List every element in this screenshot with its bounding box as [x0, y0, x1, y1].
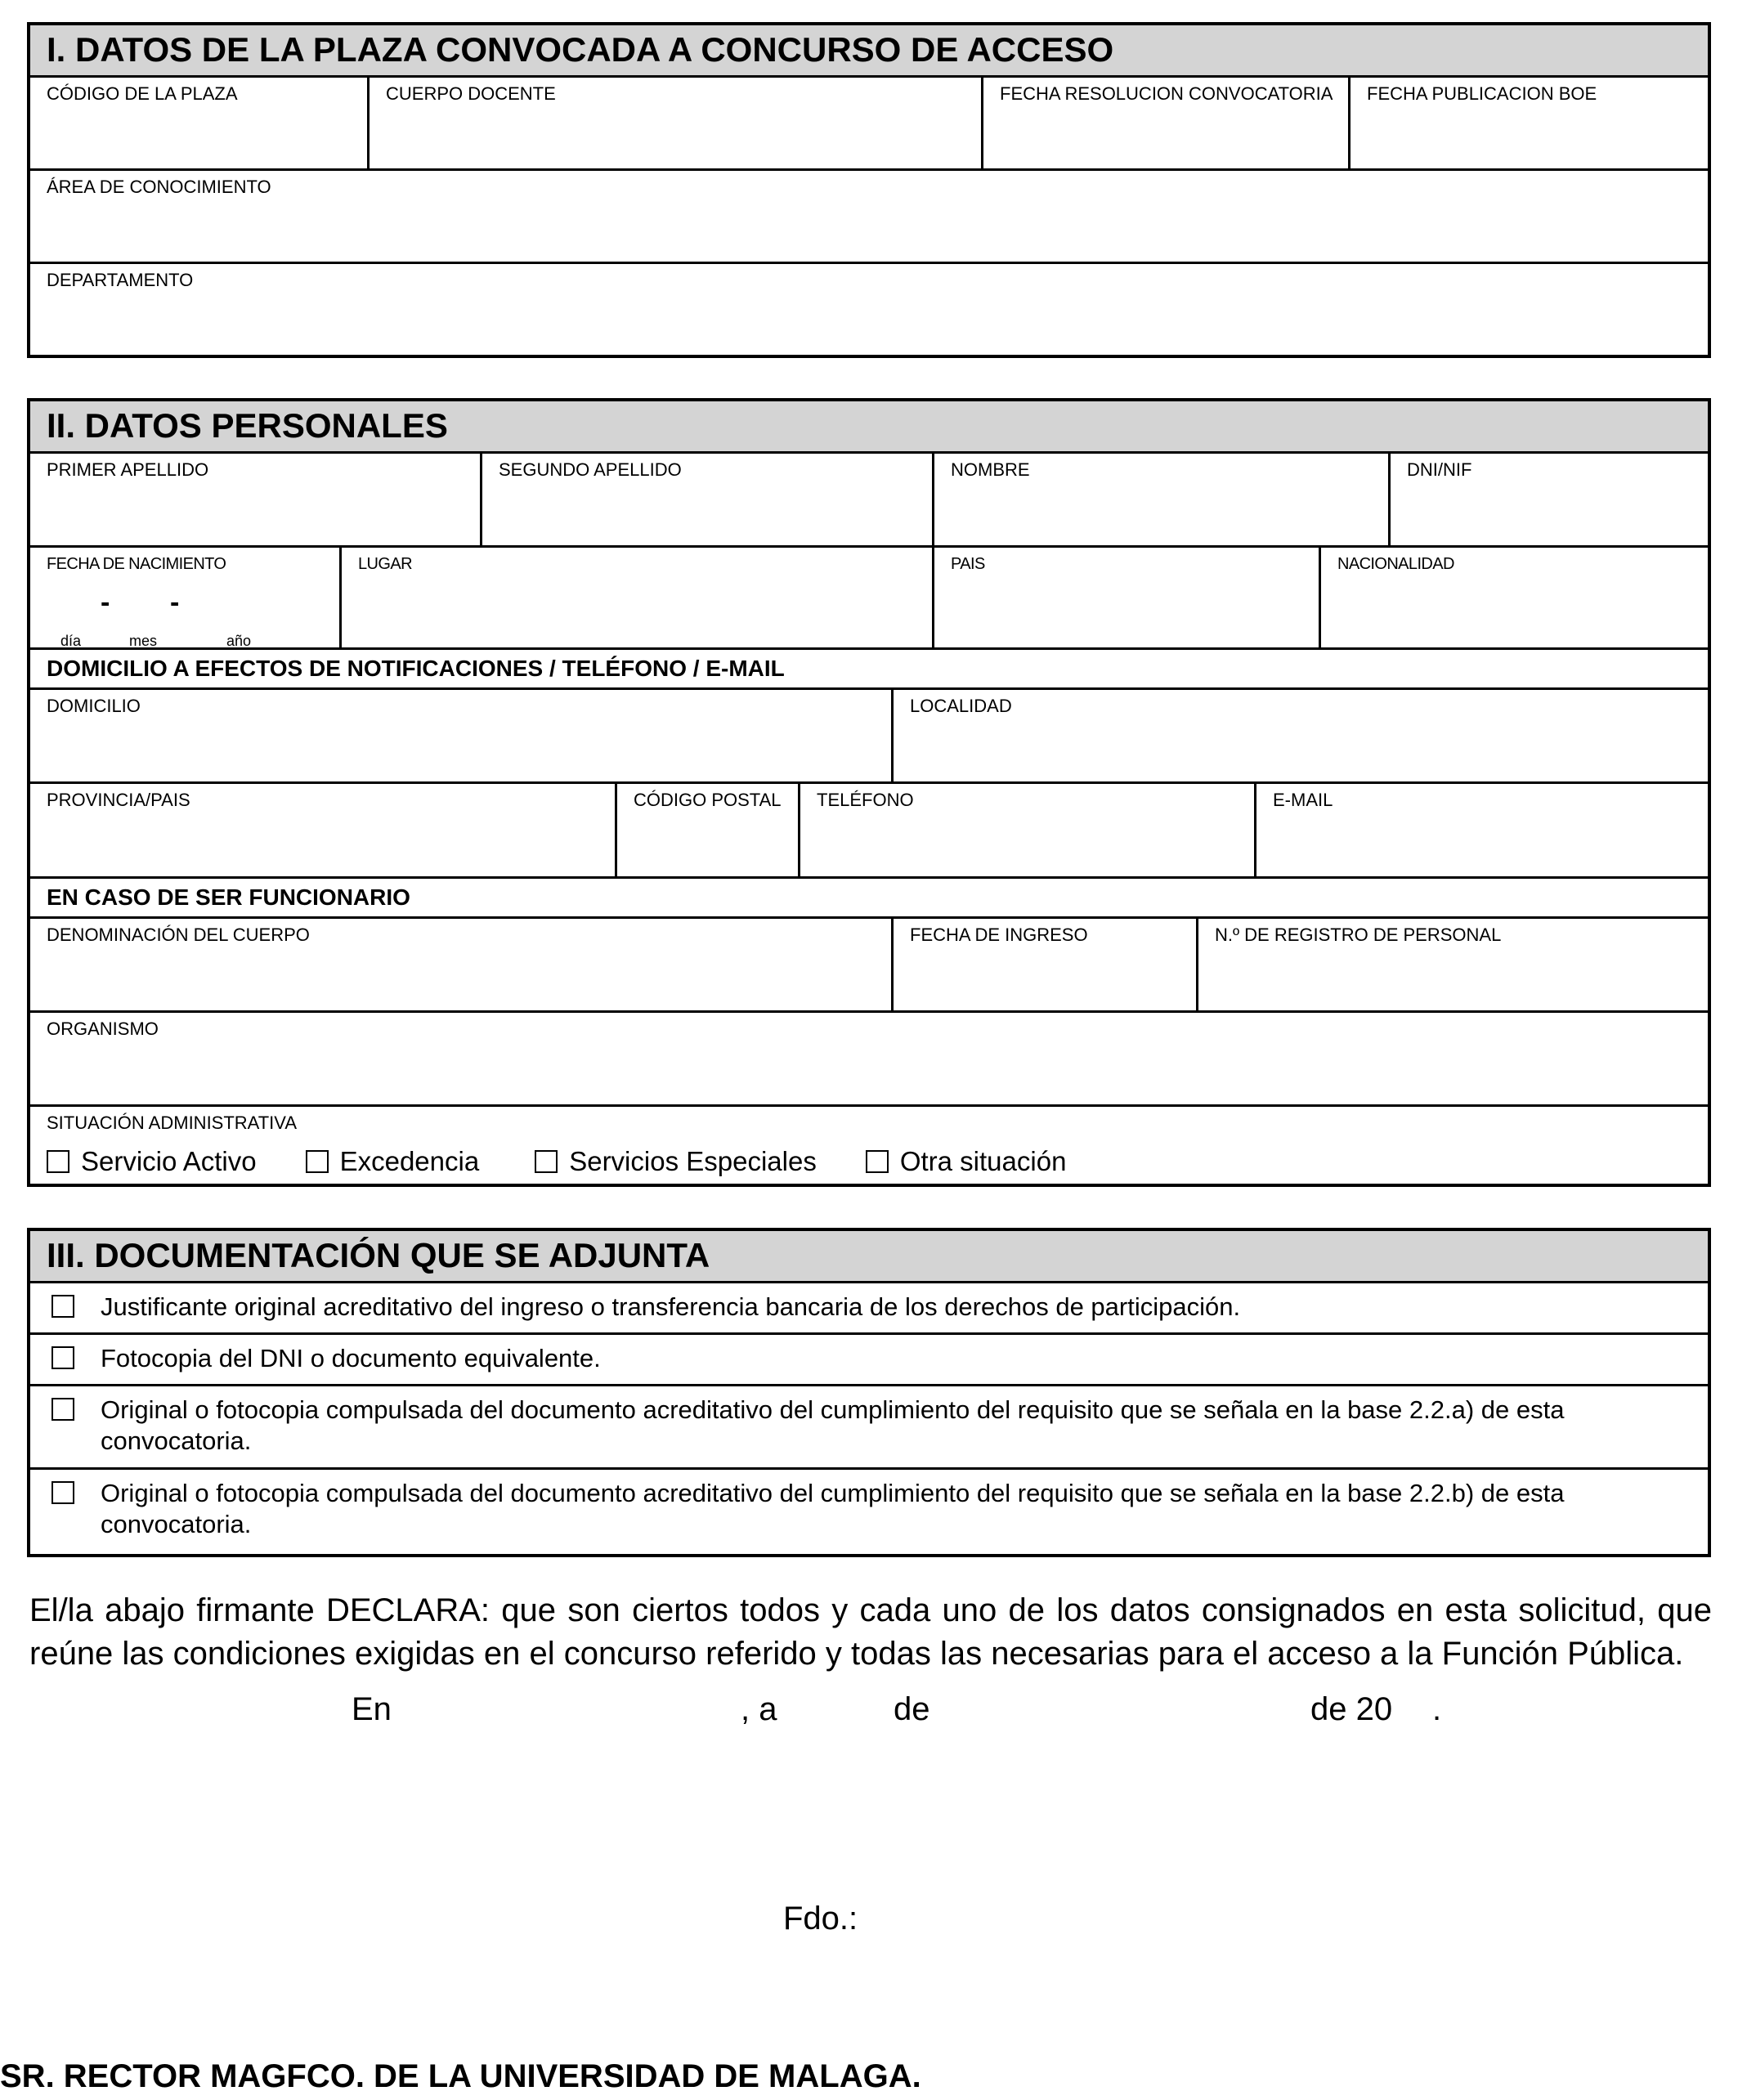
telefono-field[interactable] [800, 784, 1256, 876]
doc-label: Fotocopia del DNI o documento equivalente. [101, 1344, 601, 1372]
checkbox[interactable] [535, 1150, 558, 1173]
nacionalidad-field[interactable] [1321, 548, 1708, 647]
provincia-label: PROVINCIA/PAIS [47, 790, 190, 810]
codigo-postal-field[interactable] [617, 784, 800, 876]
codigo-postal-label: CÓDIGO POSTAL [634, 790, 782, 810]
checkbox[interactable] [47, 1150, 69, 1173]
situacion-excedencia[interactable] [306, 1146, 480, 1177]
section-documentacion-title: III. DOCUMENTACIÓN QUE SE ADJUNTA [30, 1231, 1708, 1283]
situacion-administrativa-field [30, 1107, 1708, 1190]
departamento-label: DEPARTAMENTO [47, 270, 194, 290]
telefono-label: TELÉFONO [817, 790, 914, 810]
checkbox[interactable] [52, 1481, 74, 1504]
section-documentacion [27, 1228, 1711, 1557]
place-a: , a [741, 1691, 777, 1727]
fecha-nacimiento-label: FECHA DE NACIMIENTO [47, 555, 226, 573]
section-plaza-title: I. DATOS DE LA PLAZA CONVOCADA A CONCURSO DE ACCESO [30, 25, 1708, 78]
checkbox[interactable] [866, 1150, 889, 1173]
mes-caption: mes [129, 633, 158, 649]
option-label: Servicio Activo [81, 1146, 257, 1176]
lugar-field[interactable] [342, 548, 934, 647]
codigo-plaza-field[interactable] [30, 78, 370, 168]
lugar-label: LUGAR [358, 555, 412, 573]
denominacion-cuerpo-field[interactable] [30, 919, 894, 1010]
segundo-apellido-field[interactable] [482, 454, 934, 545]
fecha-resolucion-label: FECHA RESOLUCION CONVOCATORIA [1000, 83, 1333, 104]
segundo-apellido-label: SEGUNDO APELLIDO [499, 459, 682, 480]
checkbox[interactable] [52, 1346, 74, 1369]
date-de-2: de 20 [1310, 1691, 1393, 1727]
domicilio-label: DOMICILIO [47, 696, 141, 716]
date-dot: . [1432, 1691, 1442, 1727]
signature-label: Fdo.: [783, 1901, 858, 1937]
situacion-options [47, 1146, 1708, 1177]
doc-fotocopia-dni[interactable] [30, 1335, 1708, 1386]
situacion-servicios-especiales[interactable] [535, 1146, 817, 1177]
situacion-otra[interactable] [866, 1146, 1067, 1177]
doc-requisito-a[interactable] [30, 1386, 1708, 1470]
cuerpo-docente-label: CUERPO DOCENTE [386, 83, 556, 104]
date-separator-1: - [101, 587, 110, 618]
nombre-label: NOMBRE [951, 459, 1030, 480]
dni-label: DNI/NIF [1407, 459, 1472, 480]
situacion-administrativa-label: SITUACIÓN ADMINISTRATIVA [47, 1113, 297, 1133]
doc-label: Original o fotocopia compulsada del documento acreditativo del cumplimiento del requisito que se señala en la base 2.2.a) de esta convocatoria. [101, 1395, 1565, 1455]
registro-personal-field[interactable] [1198, 919, 1708, 1010]
localidad-label: LOCALIDAD [910, 696, 1012, 716]
organismo-label: ORGANISMO [47, 1019, 159, 1039]
date-de-1: de [894, 1691, 930, 1727]
domicilio-header: DOMICILIO A EFECTOS DE NOTIFICACIONES / TELÉFONO / E-MAIL [30, 650, 1708, 690]
fecha-ingreso-field[interactable] [894, 919, 1198, 1010]
primer-apellido-field[interactable] [30, 454, 482, 545]
denominacion-cuerpo-label: DENOMINACIÓN DEL CUERPO [47, 925, 310, 945]
localidad-field[interactable] [894, 690, 1708, 781]
domicilio-field[interactable] [30, 690, 894, 781]
checkbox[interactable] [306, 1150, 329, 1173]
codigo-plaza-label: CÓDIGO DE LA PLAZA [47, 83, 238, 104]
section-plaza [27, 22, 1711, 358]
email-label: E-MAIL [1273, 790, 1333, 810]
recipient: SR. RECTOR MAGFCO. DE LA UNIVERSIDAD DE MALAGA. [0, 2058, 921, 2094]
section-datos-personales [27, 398, 1711, 1187]
declaration-text: El/la abajo firmante DECLARA: que son ciertos todos y cada uno de los datos consignados en esta solicitud, que reúne las condiciones exigidas en el concurso referido y todas las necesarias para el acceso a la Función Pública. [29, 1592, 1712, 1672]
date-separator-2: - [170, 587, 180, 618]
area-conocimiento-label: ÁREA DE CONOCIMIENTO [47, 177, 271, 197]
doc-label: Justificante original acreditativo del ingreso o transferencia bancaria de los derechos de participación. [101, 1292, 1241, 1321]
option-label: Otra situación [899, 1146, 1067, 1176]
anio-caption: año [226, 633, 252, 649]
email-field[interactable] [1256, 784, 1708, 876]
fecha-nacimiento-field[interactable] [30, 548, 342, 647]
funcionario-header: EN CASO DE SER FUNCIONARIO [30, 879, 1708, 919]
organismo-field[interactable] [30, 1013, 1708, 1104]
area-conocimiento-field[interactable] [30, 171, 1708, 262]
doc-justificante[interactable] [30, 1283, 1708, 1335]
situacion-servicio-activo[interactable] [47, 1146, 257, 1177]
place-en: En [352, 1691, 392, 1727]
cuerpo-docente-field[interactable] [370, 78, 983, 168]
registro-personal-label: N.º DE REGISTRO DE PERSONAL [1215, 925, 1502, 945]
checkbox[interactable] [52, 1398, 74, 1421]
checkbox[interactable] [52, 1295, 74, 1318]
fecha-boe-field[interactable] [1351, 78, 1708, 168]
fecha-boe-label: FECHA PUBLICACION BOE [1367, 83, 1597, 104]
primer-apellido-label: PRIMER APELLIDO [47, 459, 209, 480]
dni-field[interactable] [1391, 454, 1708, 545]
doc-requisito-b[interactable] [30, 1470, 1708, 1553]
departamento-field[interactable] [30, 264, 1708, 355]
fecha-resolucion-field[interactable] [983, 78, 1351, 168]
pais-label: PAIS [951, 555, 985, 573]
pais-field[interactable] [934, 548, 1321, 647]
fecha-ingreso-label: FECHA DE INGRESO [910, 925, 1088, 945]
provincia-field[interactable] [30, 784, 617, 876]
option-label: Excedencia [339, 1146, 480, 1176]
section-datos-personales-title: II. DATOS PERSONALES [30, 401, 1708, 454]
dia-caption: día [60, 633, 82, 649]
nacionalidad-label: NACIONALIDAD [1337, 555, 1454, 573]
nombre-field[interactable] [934, 454, 1391, 545]
option-label: Servicios Especiales [569, 1146, 817, 1176]
doc-label: Original o fotocopia compulsada del documento acreditativo del cumplimiento del requisito que se señala en la base 2.2.b) de esta convocatoria. [101, 1479, 1565, 1538]
